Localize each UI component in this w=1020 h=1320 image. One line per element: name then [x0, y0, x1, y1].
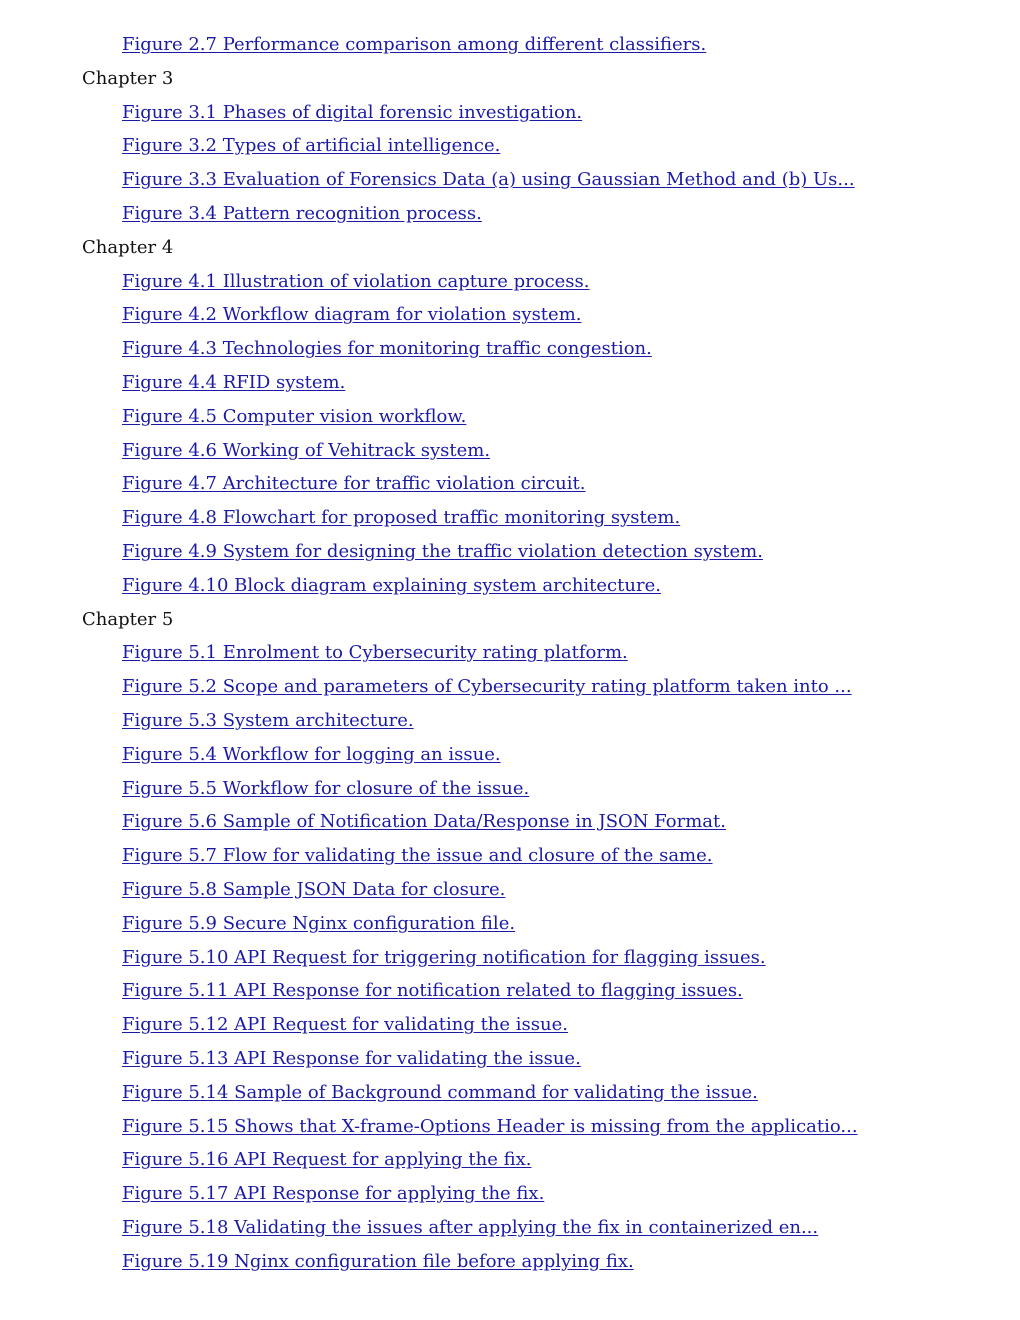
figure-list-item — [0, 1143, 1020, 1177]
figure-link[interactable]: Figure 2.7 Performance comparison among different classifiers. — [122, 34, 707, 55]
figure-link[interactable]: Figure 3.2 Types of artificial intelligence. — [122, 135, 501, 157]
figure-link[interactable]: Figure 3.1 Phases of digital forensic investigation. — [122, 101, 583, 123]
figure-list-item — [0, 1008, 1020, 1042]
figure-list-item — [0, 332, 1020, 366]
figure-list-item — [0, 704, 1020, 738]
figure-list-item — [0, 805, 1020, 839]
figure-link[interactable]: Figure 4.10 Block diagram explaining system architecture. — [122, 574, 661, 596]
figure-link[interactable]: Figure 3.3 Evaluation of Forensics Data (a) using Gaussian Method and (b) Us... — [122, 169, 855, 191]
figure-list-item — [0, 467, 1020, 501]
figure-list-item — [0, 535, 1020, 569]
figure-link[interactable]: Figure 3.4 Pattern recognition process. — [122, 202, 482, 224]
list-of-figures — [0, 28, 1020, 1278]
figure-link[interactable]: Figure 4.7 Architecture for traffic violation circuit. — [122, 473, 586, 495]
figure-link[interactable]: Figure 5.15 Shows that X-frame-Options Header is missing from the applicatio... — [122, 1115, 858, 1137]
figure-list-item — [0, 265, 1020, 299]
figure-link[interactable]: Figure 4.3 Technologies for monitoring traffic congestion. — [122, 338, 652, 360]
figure-list-item — [0, 1042, 1020, 1076]
figure-link[interactable]: Figure 5.14 Sample of Background command for validating the issue. — [122, 1081, 758, 1103]
figure-link[interactable]: Figure 5.16 API Request for applying the fix. — [122, 1149, 532, 1171]
figure-link[interactable]: Figure 5.17 API Response for applying the fix. — [122, 1183, 545, 1205]
chapter-heading: Chapter 5 — [82, 608, 174, 630]
figure-link[interactable]: Figure 4.4 RFID system. — [122, 371, 346, 393]
figure-link[interactable]: Figure 5.19 Nginx configuration file before applying fix. — [122, 1250, 634, 1272]
figure-link[interactable]: Figure 5.1 Enrolment to Cybersecurity rating platform. — [122, 642, 628, 664]
figure-list-item — [0, 129, 1020, 163]
figure-list-item — [0, 501, 1020, 535]
figure-link[interactable]: Figure 5.7 Flow for validating the issue and closure of the same. — [122, 845, 713, 867]
figure-list-item — [0, 366, 1020, 400]
figure-list-item — [0, 636, 1020, 670]
figure-link[interactable]: Figure 5.4 Workflow for logging an issue. — [122, 743, 501, 765]
figure-link[interactable]: Figure 5.6 Sample of Notification Data/Response in JSON Format. — [122, 811, 726, 833]
figure-link[interactable]: Figure 5.8 Sample JSON Data for closure. — [122, 878, 506, 900]
figure-link[interactable]: Figure 4.9 System for designing the traffic violation detection system. — [122, 540, 763, 562]
figure-list-item — [0, 96, 1020, 130]
figure-list-item — [0, 569, 1020, 603]
figure-link[interactable]: Figure 5.18 Validating the issues after applying the fix in containerized en... — [122, 1216, 819, 1238]
figure-list-item — [0, 298, 1020, 332]
figure-list-item — [0, 1245, 1020, 1279]
figure-link[interactable]: Figure 4.1 Illustration of violation capture process. — [122, 270, 590, 292]
figure-link[interactable]: Figure 5.3 System architecture. — [122, 709, 414, 731]
figure-link[interactable]: Figure 5.11 API Response for notification related to flagging issues. — [122, 980, 743, 1002]
figure-link[interactable]: Figure 5.12 API Request for validating the issue. — [122, 1014, 568, 1036]
figure-list-item — [0, 197, 1020, 231]
figure-list-item — [0, 1110, 1020, 1144]
figure-list-item — [0, 974, 1020, 1008]
chapter-heading: Chapter 3 — [82, 67, 174, 89]
figure-list-item — [0, 28, 1020, 62]
figure-list-item — [0, 1076, 1020, 1110]
figure-link[interactable]: Figure 4.8 Flowchart for proposed traffic monitoring system. — [122, 507, 681, 529]
figure-list-item — [0, 1177, 1020, 1211]
figure-link[interactable]: Figure 5.2 Scope and parameters of Cybersecurity rating platform taken into ... — [122, 676, 852, 698]
figure-link[interactable]: Figure 5.9 Secure Nginx configuration file. — [122, 912, 516, 934]
figure-list-item — [0, 738, 1020, 772]
figure-link[interactable]: Figure 4.5 Computer vision workflow. — [122, 405, 467, 427]
figure-list-item — [0, 772, 1020, 806]
figure-list-item — [0, 907, 1020, 941]
figure-list-item — [0, 1211, 1020, 1245]
figure-list-item — [0, 434, 1020, 468]
figure-list-item — [0, 941, 1020, 975]
figure-link[interactable]: Figure 5.10 API Request for triggering notification for flagging issues. — [122, 946, 766, 968]
figure-link[interactable]: Figure 5.13 API Response for validating the issue. — [122, 1047, 581, 1069]
figure-list-item — [0, 400, 1020, 434]
figure-list-item — [0, 670, 1020, 704]
figure-link[interactable]: Figure 4.6 Working of Vehitrack system. — [122, 439, 491, 461]
chapter-heading: Chapter 4 — [82, 236, 174, 258]
figure-list-item — [0, 839, 1020, 873]
figure-list-item — [0, 163, 1020, 197]
figure-link[interactable]: Figure 5.5 Workflow for closure of the issue. — [122, 777, 530, 799]
figure-link[interactable]: Figure 4.2 Workflow diagram for violation system. — [122, 304, 582, 326]
figure-list-item — [0, 873, 1020, 907]
